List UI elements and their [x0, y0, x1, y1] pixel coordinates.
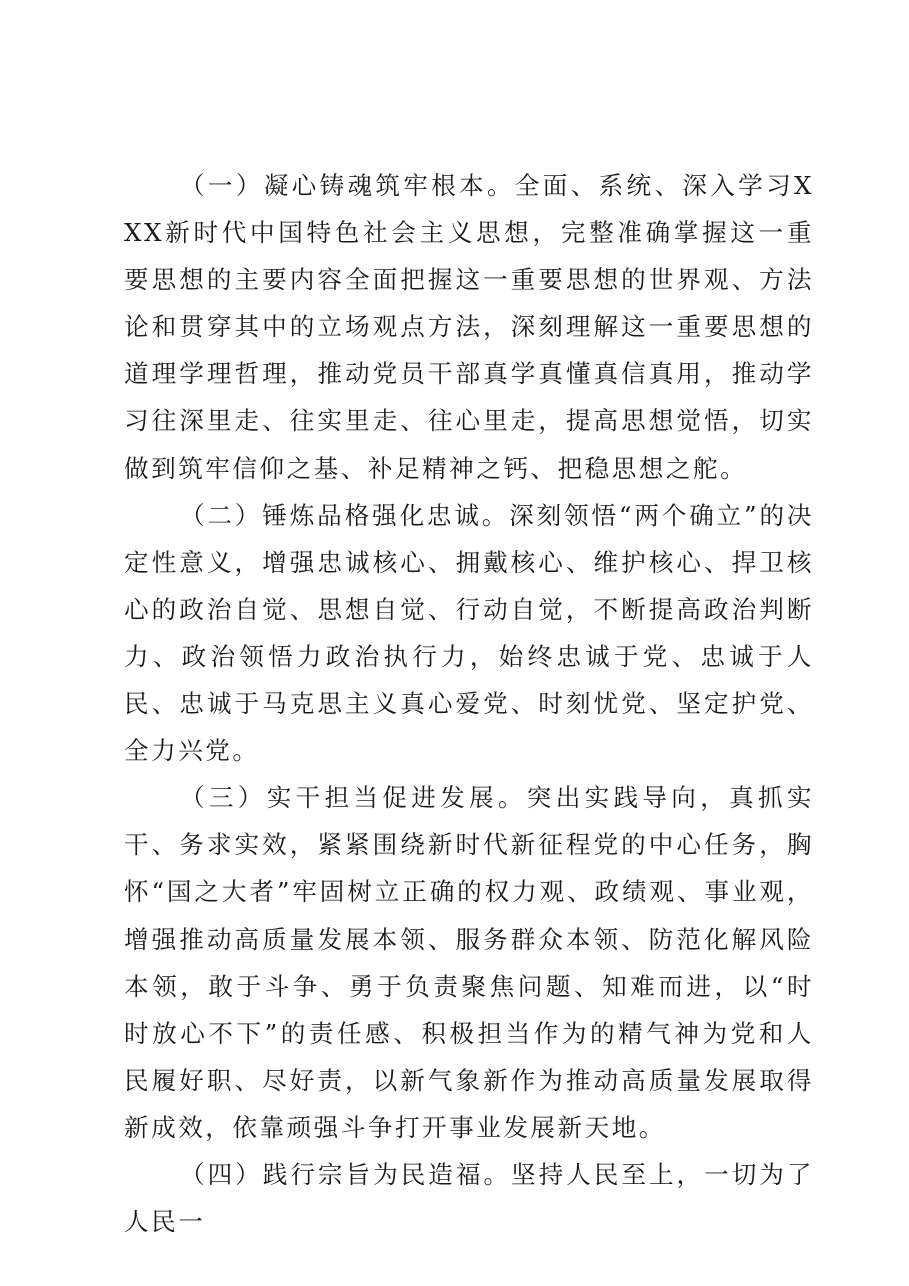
paragraph-1: （一）凝心铸魂筑牢根本。全面、系统、深入学习XXX新时代中国特色社会主义思想，完整准确掌握这一重要思想的主要内容全面把握这一重要思想的世界观、方法论和贯穿其中的立场观点方法，深刻理解这一重要思想的道理学理哲理，推动党员干部真学真懂真信真用，推动学习往深里走、往实里走、往心里走，提高思想觉悟，切实做到筑牢信仰之基、补足精神之钙、把稳思想之舵。	[124, 171, 814, 483]
paragraph-4: （四）践行宗旨为民造福。坚持人民至上，一切为了人民一	[124, 1159, 814, 1237]
paragraph-2: （二）锤炼品格强化忠诚。深刻领悟“两个确立”的决定性意义，增强忠诚核心、拥戴核心、维护核心、捍卫核心的政治自觉、思想自觉、行动自觉，不断提高政治判断力、政治领悟力政治执行力，始终忠诚于党、忠诚于人民、忠诚于马克思主义真心爱党、时刻忧党、坚定护党、全力兴党。	[124, 500, 814, 766]
document-body	[124, 162, 814, 1245]
paragraph-3: （三）实干担当促进发展。突出实践导向，真抓实干、务求实效，紧紧围绕新时代新征程党的中心任务，胸怀“国之大者”牢固树立正确的权力观、政绩观、事业观，增强推动高质量发展本领、服务群众本领、防范化解风险本领，敢于斗争、勇于负责聚焦问题、知难而进，以“时时放心不下”的责任感、积极担当作为的精气神为党和人民履好职、尽好责，以新气象新作为推动高质量发展取得新成效，依靠顽强斗争打开事业发展新天地。	[124, 783, 814, 1142]
